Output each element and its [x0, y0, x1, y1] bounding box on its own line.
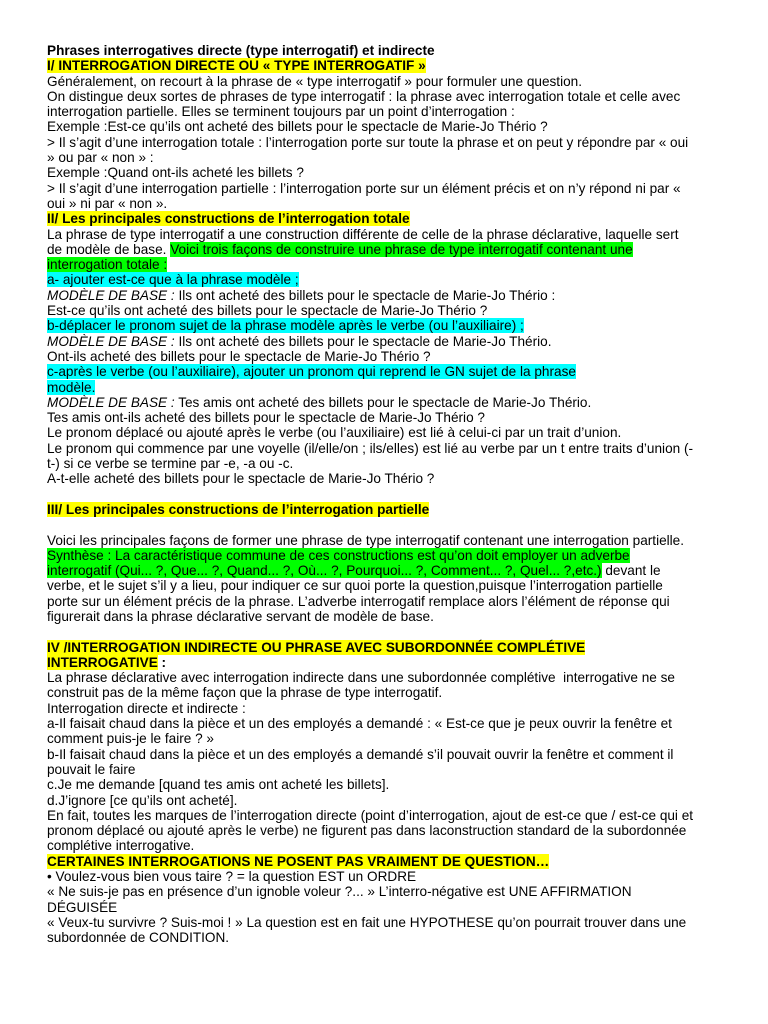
highlight-green: Synthèse : La caractéristique commune de ces constructions est qu’on doit employer un adverbe [47, 547, 630, 563]
section-4-heading: IV /INTERROGATION INDIRECTE OU PHRASE AVEC SUBORDONNÉE COMPLÉTIVE [47, 639, 586, 655]
paragraph-line: Le pronom déplacé ou ajouté après le verbe (ou l’auxiliaire) est lié à celui-ci par un trait d’union. [47, 425, 622, 441]
paragraph-line: « Ne suis-je pas en présence d’un ignoble voleur ?... » L’interro-négative est UNE AFFIRMATION [47, 884, 632, 900]
paragraph-line: Interrogation directe et indirecte : [47, 700, 246, 716]
paragraph-line: A-t-elle acheté des billets pour le spectacle de Marie-Jo Thério ? [47, 471, 435, 487]
model-text: Ils ont acheté des billets pour le spectacle de Marie-Jo Thério. [174, 333, 552, 349]
paragraph-line: b-Il faisait chaud dans la pièce et un des employés a demandé s’il pouvait ouvrir la fenêtre et comment il [47, 746, 674, 762]
model-label: MODÈLE DE BASE : [47, 287, 175, 303]
section-4-heading-cont: INTERROGATIVE [47, 654, 158, 670]
highlight-cyan: a- ajouter est-ce que à la phrase modèle ; [47, 272, 299, 288]
section-5-heading: CERTAINES INTERROGATIONS NE POSENT PAS VRAIMENT DE QUESTION… [47, 853, 550, 869]
paragraph-line: a-Il faisait chaud dans la pièce et un des employés a demandé : « Est-ce que je peux ouvrir la fenêtre et [47, 716, 672, 732]
example-line: Est-ce qu’ils ont acheté des billets pour le spectacle de Marie-Jo Thério ? [47, 303, 488, 319]
paragraph-line: comment puis-je le faire ? » [47, 731, 214, 747]
model-label: MODÈLE DE BASE : [47, 333, 175, 349]
paragraph-line: Le pronom qui commence par une voyelle (il/elle/on ; ils/elles) est lié au verbe par un t entre traits d’union (- [47, 440, 694, 456]
highlight-green: interrogation totale : [47, 257, 168, 273]
paragraph-line: • Voulez-vous bien vous taire ? = la question EST un ORDRE [47, 869, 417, 885]
section-5-body [47, 869, 728, 945]
paragraph-line: pronom déplacé ou ajouté après le verbe) ne figurent pas dans laconstruction standard de la subordonnée [47, 823, 687, 839]
paragraph-line: subordonnée de CONDITION. [47, 930, 230, 946]
paragraph-line: « Veux-tu survivre ? Suis-moi ! » La question est en fait une HYPOTHESE qu’on pourrait trouver dans une [47, 914, 687, 930]
paragraph-line: > Il s’agit d’une interrogation totale : l’interrogation porte sur toute la phrase et on peut y répondre par « oui [47, 134, 689, 150]
section-2-heading: II/ Les principales constructions de l’interrogation totale [47, 211, 410, 227]
paragraph-line: d.J’ignore [ce qu’ils ont acheté]. [47, 792, 238, 808]
model-text: Tes amis ont acheté des billets pour le spectacle de Marie-Jo Thério. [174, 394, 592, 410]
section-1-heading: I/ INTERROGATION DIRECTE OU « TYPE INTERROGATIF » [47, 58, 426, 74]
example-line: Ont-ils acheté des billets pour le spectacle de Marie-Jo Thério ? [47, 348, 431, 364]
model-label: MODÈLE DE BASE : [47, 394, 175, 410]
section-4-body [47, 670, 728, 854]
paragraph-line: DÉGUISÉE [47, 899, 118, 915]
section-2-body [47, 227, 728, 487]
paragraph-line: pouvait le faire [47, 761, 136, 777]
paragraph-line: Tes amis ont-ils acheté des billets pour le spectacle de Marie-Jo Thério ? [47, 410, 485, 426]
model-text: Ils ont acheté des billets pour le spectacle de Marie-Jo Thério : [174, 287, 556, 303]
paragraph-line: oui » ni par « non ». [47, 195, 168, 211]
paragraph-line: » ou par « non » : [47, 150, 154, 166]
paragraph-line: interrogation partielle. Elles se terminent toujours par un point d’interrogation : [47, 104, 515, 120]
paragraph-line: En fait, toutes les marques de l’interrogation directe (point d’interrogation, ajout de est-ce que / est-ce qui et [47, 807, 694, 823]
section-3-body [47, 533, 728, 625]
paragraph-line: c.Je me demande [quand tes amis ont acheté les billets]. [47, 777, 390, 793]
section-1-body [47, 74, 728, 212]
highlight-green: interrogatif (Qui... ?, Que... ?, Quand... ?, Où... ?, Pourquoi... ?, Comment... ?, Quel... ?,etc.) [47, 563, 602, 579]
heading-colon: : [157, 654, 167, 670]
highlight-green: Voici trois façons de construire une phrase de type interrogatif contenant une [170, 241, 633, 257]
paragraph-line: Généralement, on recourt à la phrase de « type interrogatif » pour formuler une question. [47, 73, 583, 89]
paragraph-line: La phrase déclarative avec interrogation indirecte dans une subordonnée complétive interrogative ne se [47, 670, 675, 686]
section-3-heading: III/ Les principales constructions de l’interrogation partielle [47, 501, 430, 517]
paragraph-text: devant le [601, 563, 661, 579]
paragraph-line: Exemple :Quand ont-ils acheté les billets ? [47, 165, 304, 181]
highlight-cyan: c-après le verbe (ou l’auxiliaire), ajouter un pronom qui reprend le GN sujet de la phrase [47, 364, 576, 380]
highlight-cyan: modèle. [47, 379, 96, 395]
paragraph-line: verbe, et le sujet s’il y a lieu, pour indiquer ce sur quoi porte la question,puisque l’interrogation partielle [47, 578, 663, 594]
document-title: Phrases interrogatives directe (type interrogatif) et indirecte [47, 43, 435, 58]
paragraph-line: Voici les principales façons de former une phrase de type interrogatif contenant une interrogation partielle. [47, 532, 685, 548]
paragraph-line: figurerait dans la phrase déclarative servant de modèle de base. [47, 608, 434, 624]
paragraph-line: On distingue deux sortes de phrases de type interrogatif : la phrase avec interrogation totale et celle avec [47, 88, 681, 104]
paragraph-line: La phrase de type interrogatif a une construction différente de celle de la phrase déclarative, laquelle sert [47, 226, 679, 242]
paragraph-line: > Il s’agit d’une interrogation partielle : l’interrogation porte sur un élément précis et on n’y répond ni par « [47, 180, 681, 196]
paragraph-line: Exemple :Est-ce qu’ils ont acheté des billets pour le spectacle de Marie-Jo Thério ? [47, 119, 548, 135]
paragraph-line: t-) si ce verbe se termine par -e, -a ou -c. [47, 456, 294, 472]
paragraph-line: complétive interrogative. [47, 838, 195, 854]
paragraph-text: de modèle de base. [47, 241, 171, 257]
paragraph-line: porte sur un élément précis de la phrase. L’adverbe interrogatif remplace alors l’élément de réponse qui [47, 593, 670, 609]
paragraph-line: construit pas de la même façon que la phrase de type interrogatif. [47, 685, 443, 701]
highlight-cyan: b-déplacer le pronom sujet de la phrase modèle après le verbe (ou l’auxiliaire) ; [47, 318, 524, 334]
